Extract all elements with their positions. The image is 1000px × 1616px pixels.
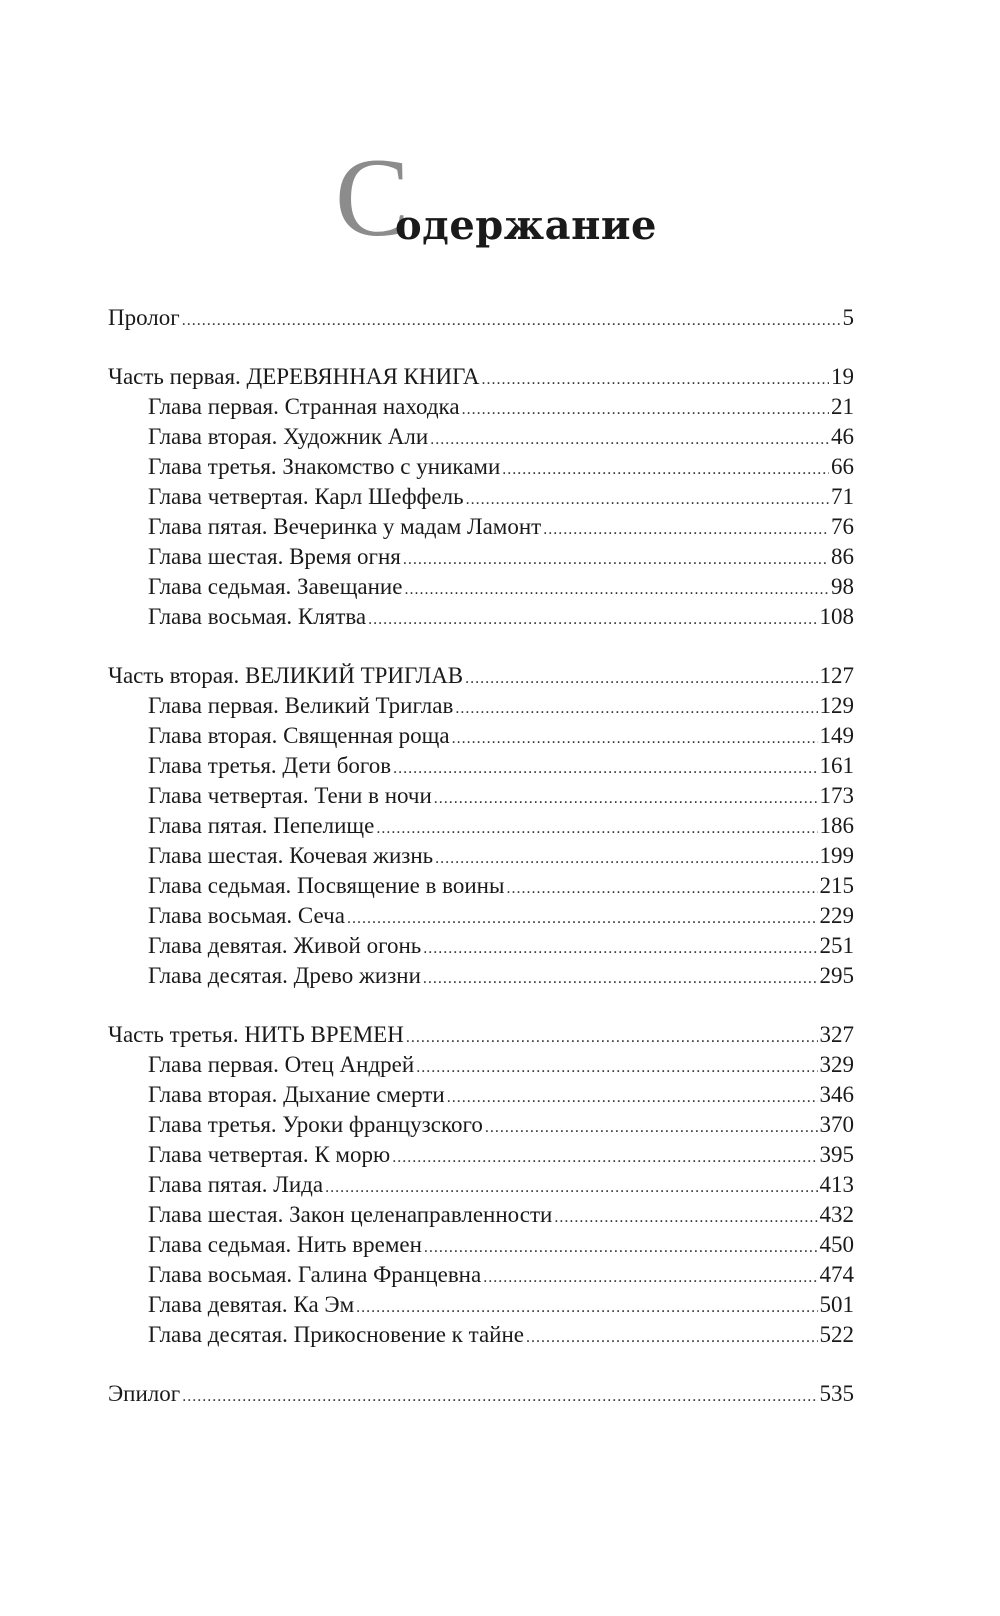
- toc-entry-chapter[interactable]: [108, 1320, 854, 1350]
- dot-leader: [543, 515, 829, 545]
- entry-page: 98: [831, 574, 854, 599]
- entry-page: 251: [819, 933, 854, 958]
- entry-page: 66: [831, 454, 854, 479]
- entry-title: Глава шестая. Кочевая жизнь: [148, 843, 434, 868]
- dot-leader: [526, 1323, 818, 1353]
- toc-entry-chapter[interactable]: [108, 1170, 854, 1200]
- entry-page: 295: [819, 963, 854, 988]
- entry-title: Глава первая. Отец Андрей: [148, 1052, 415, 1077]
- entry-page: 127: [819, 663, 854, 688]
- toc-entry-part[interactable]: [108, 661, 854, 691]
- dot-leader: [435, 844, 817, 874]
- toc-entry-chapter[interactable]: [108, 542, 854, 572]
- entry-title: Глава седьмая. Нить времен: [148, 1232, 422, 1257]
- entry-title: Глава шестая. Время огня: [148, 544, 401, 569]
- entry-title: Глава четвертая. Карл Шеффель: [148, 484, 464, 509]
- dot-leader: [434, 784, 818, 814]
- toc-entry-chapter[interactable]: [108, 1050, 854, 1080]
- entry-title: Глава седьмая. Посвящение в воины: [148, 873, 505, 898]
- dot-leader: [356, 1293, 817, 1323]
- entry-title: Глава вторая. Дыхание смерти: [148, 1082, 445, 1107]
- entry-title: Глава шестая. Закон целенаправленности: [148, 1202, 553, 1227]
- entry-page: 327: [819, 1022, 854, 1047]
- dot-leader: [423, 964, 818, 994]
- toc-entry-epilogue[interactable]: [108, 1379, 854, 1409]
- toc-entry-chapter[interactable]: [108, 1230, 854, 1260]
- entry-title: Глава четвертая. Тени в ночи: [148, 783, 432, 808]
- dot-leader: [406, 1023, 818, 1053]
- entry-page: 19: [831, 364, 854, 389]
- title-text: одержание: [395, 202, 657, 249]
- entry-page: 71: [831, 484, 854, 509]
- entry-page: 432: [819, 1202, 854, 1227]
- entry-title: Глава восьмая. Клятва: [148, 604, 367, 629]
- entry-page: 413: [819, 1172, 854, 1197]
- dot-leader: [404, 575, 829, 605]
- entry-title: Глава третья. Знакомство с униками: [148, 454, 501, 479]
- entry-title: Глава десятая. Древо жизни: [148, 963, 421, 988]
- entry-page: 161: [819, 753, 854, 778]
- dot-leader: [182, 306, 841, 336]
- dot-leader: [347, 904, 818, 934]
- toc-entry-chapter[interactable]: [108, 482, 854, 512]
- entry-page: 474: [819, 1262, 854, 1287]
- toc-entry-chapter[interactable]: [108, 1140, 854, 1170]
- toc-entry-chapter[interactable]: [108, 512, 854, 542]
- drop-cap-letter: С: [335, 136, 410, 260]
- toc-entry-chapter[interactable]: [108, 1080, 854, 1110]
- entry-page: 5: [842, 305, 854, 330]
- entry-page: 108: [819, 604, 854, 629]
- dot-leader: [376, 814, 817, 844]
- toc-entry-chapter[interactable]: [108, 871, 854, 901]
- entry-title: Эпилог: [108, 1381, 181, 1406]
- toc-entry-chapter[interactable]: [108, 721, 854, 751]
- dot-leader: [393, 754, 817, 784]
- toc-entry-chapter[interactable]: [108, 691, 854, 721]
- entry-page: 21: [831, 394, 854, 419]
- toc-entry-chapter[interactable]: [108, 1260, 854, 1290]
- entry-page: 535: [819, 1381, 854, 1406]
- entry-page: 215: [819, 873, 854, 898]
- dot-leader: [554, 1203, 817, 1233]
- entry-page: 501: [819, 1292, 854, 1317]
- entry-page: 186: [819, 813, 854, 838]
- dot-leader: [462, 395, 829, 425]
- dot-leader: [325, 1173, 817, 1203]
- entry-page: 522: [819, 1322, 854, 1347]
- dot-leader: [368, 605, 817, 635]
- toc-entry-chapter[interactable]: [108, 422, 854, 452]
- entry-title: Глава третья. Уроки французского: [148, 1112, 483, 1137]
- dot-leader: [416, 1053, 817, 1083]
- toc-entry-chapter[interactable]: [108, 572, 854, 602]
- toc-entry-chapter[interactable]: [108, 1290, 854, 1320]
- dot-leader: [482, 365, 829, 395]
- toc-entry-chapter[interactable]: [108, 751, 854, 781]
- entry-title: Глава седьмая. Завещание: [148, 574, 403, 599]
- dot-leader: [452, 724, 818, 754]
- toc-entry-chapter[interactable]: [108, 1110, 854, 1140]
- entry-page: 86: [831, 544, 854, 569]
- dot-leader: [403, 545, 829, 575]
- entry-page: 199: [819, 843, 854, 868]
- dot-leader: [506, 874, 817, 904]
- dot-leader: [424, 1233, 818, 1263]
- entry-title: Глава пятая. Пепелище: [148, 813, 375, 838]
- entry-page: 329: [819, 1052, 854, 1077]
- toc-entry-chapter[interactable]: [108, 961, 854, 991]
- toc-entry-chapter[interactable]: [108, 602, 854, 632]
- toc-entry-chapter[interactable]: [108, 392, 854, 422]
- entry-page: 370: [819, 1112, 854, 1137]
- dot-leader: [466, 485, 829, 515]
- entry-page: 395: [819, 1142, 854, 1167]
- entry-title: Глава восьмая. Галина Францевна: [148, 1262, 482, 1287]
- toc-entry-chapter[interactable]: [108, 811, 854, 841]
- toc-entry-chapter[interactable]: [108, 931, 854, 961]
- entry-page: 450: [819, 1232, 854, 1257]
- entry-page: 173: [819, 783, 854, 808]
- dot-leader: [485, 1113, 818, 1143]
- entry-title: Глава четвертая. К морю: [148, 1142, 391, 1167]
- page-title: [335, 136, 657, 260]
- entry-page: 346: [819, 1082, 854, 1107]
- dot-leader: [430, 425, 829, 455]
- dot-leader: [483, 1263, 817, 1293]
- entry-page: 46: [831, 424, 854, 449]
- entry-title: Глава девятая. Ка Эм: [148, 1292, 355, 1317]
- entry-page: 229: [819, 903, 854, 928]
- entry-title: Глава вторая. Художник Али: [148, 424, 429, 449]
- entry-title: Глава пятая. Лида: [148, 1172, 324, 1197]
- dot-leader: [455, 694, 817, 724]
- entry-title: Глава третья. Дети богов: [148, 753, 392, 778]
- dot-leader: [423, 934, 817, 964]
- dot-leader: [392, 1143, 817, 1173]
- dot-leader: [182, 1382, 817, 1412]
- entry-title: Часть третья. НИТЬ ВРЕМЕН: [108, 1022, 404, 1047]
- dot-leader: [502, 455, 829, 485]
- entry-title: Пролог: [108, 305, 180, 330]
- toc-entry-chapter[interactable]: [108, 452, 854, 482]
- entry-title: Часть вторая. ВЕЛИКИЙ ТРИГЛАВ: [108, 663, 464, 688]
- dot-leader: [447, 1083, 818, 1113]
- entry-title: Глава десятая. Прикосновение к тайне: [148, 1322, 524, 1347]
- entry-title: Глава первая. Странная находка: [148, 394, 460, 419]
- entry-title: Глава девятая. Живой огонь: [148, 933, 422, 958]
- toc-entry-chapter[interactable]: [108, 781, 854, 811]
- entry-title: Глава первая. Великий Триглав: [148, 693, 454, 718]
- entry-title: Глава вторая. Священная роща: [148, 723, 450, 748]
- toc-entry-part[interactable]: [108, 1020, 854, 1050]
- entry-title: Часть первая. ДЕРЕВЯННАЯ КНИГА: [108, 364, 480, 389]
- entry-page: 76: [831, 514, 854, 539]
- entry-title: Глава пятая. Вечеринка у мадам Ламонт: [148, 514, 542, 539]
- toc-entry-chapter[interactable]: [108, 901, 854, 931]
- entry-page: 149: [819, 723, 854, 748]
- entry-page: 129: [819, 693, 854, 718]
- toc-entry-prologue[interactable]: [108, 303, 854, 333]
- toc-entry-chapter[interactable]: [108, 1200, 854, 1230]
- toc-entry-chapter[interactable]: [108, 841, 854, 871]
- entry-title: Глава восьмая. Сеча: [148, 903, 345, 928]
- toc-entry-part[interactable]: [108, 362, 854, 392]
- table-of-contents: [108, 303, 854, 1409]
- dot-leader: [465, 664, 817, 694]
